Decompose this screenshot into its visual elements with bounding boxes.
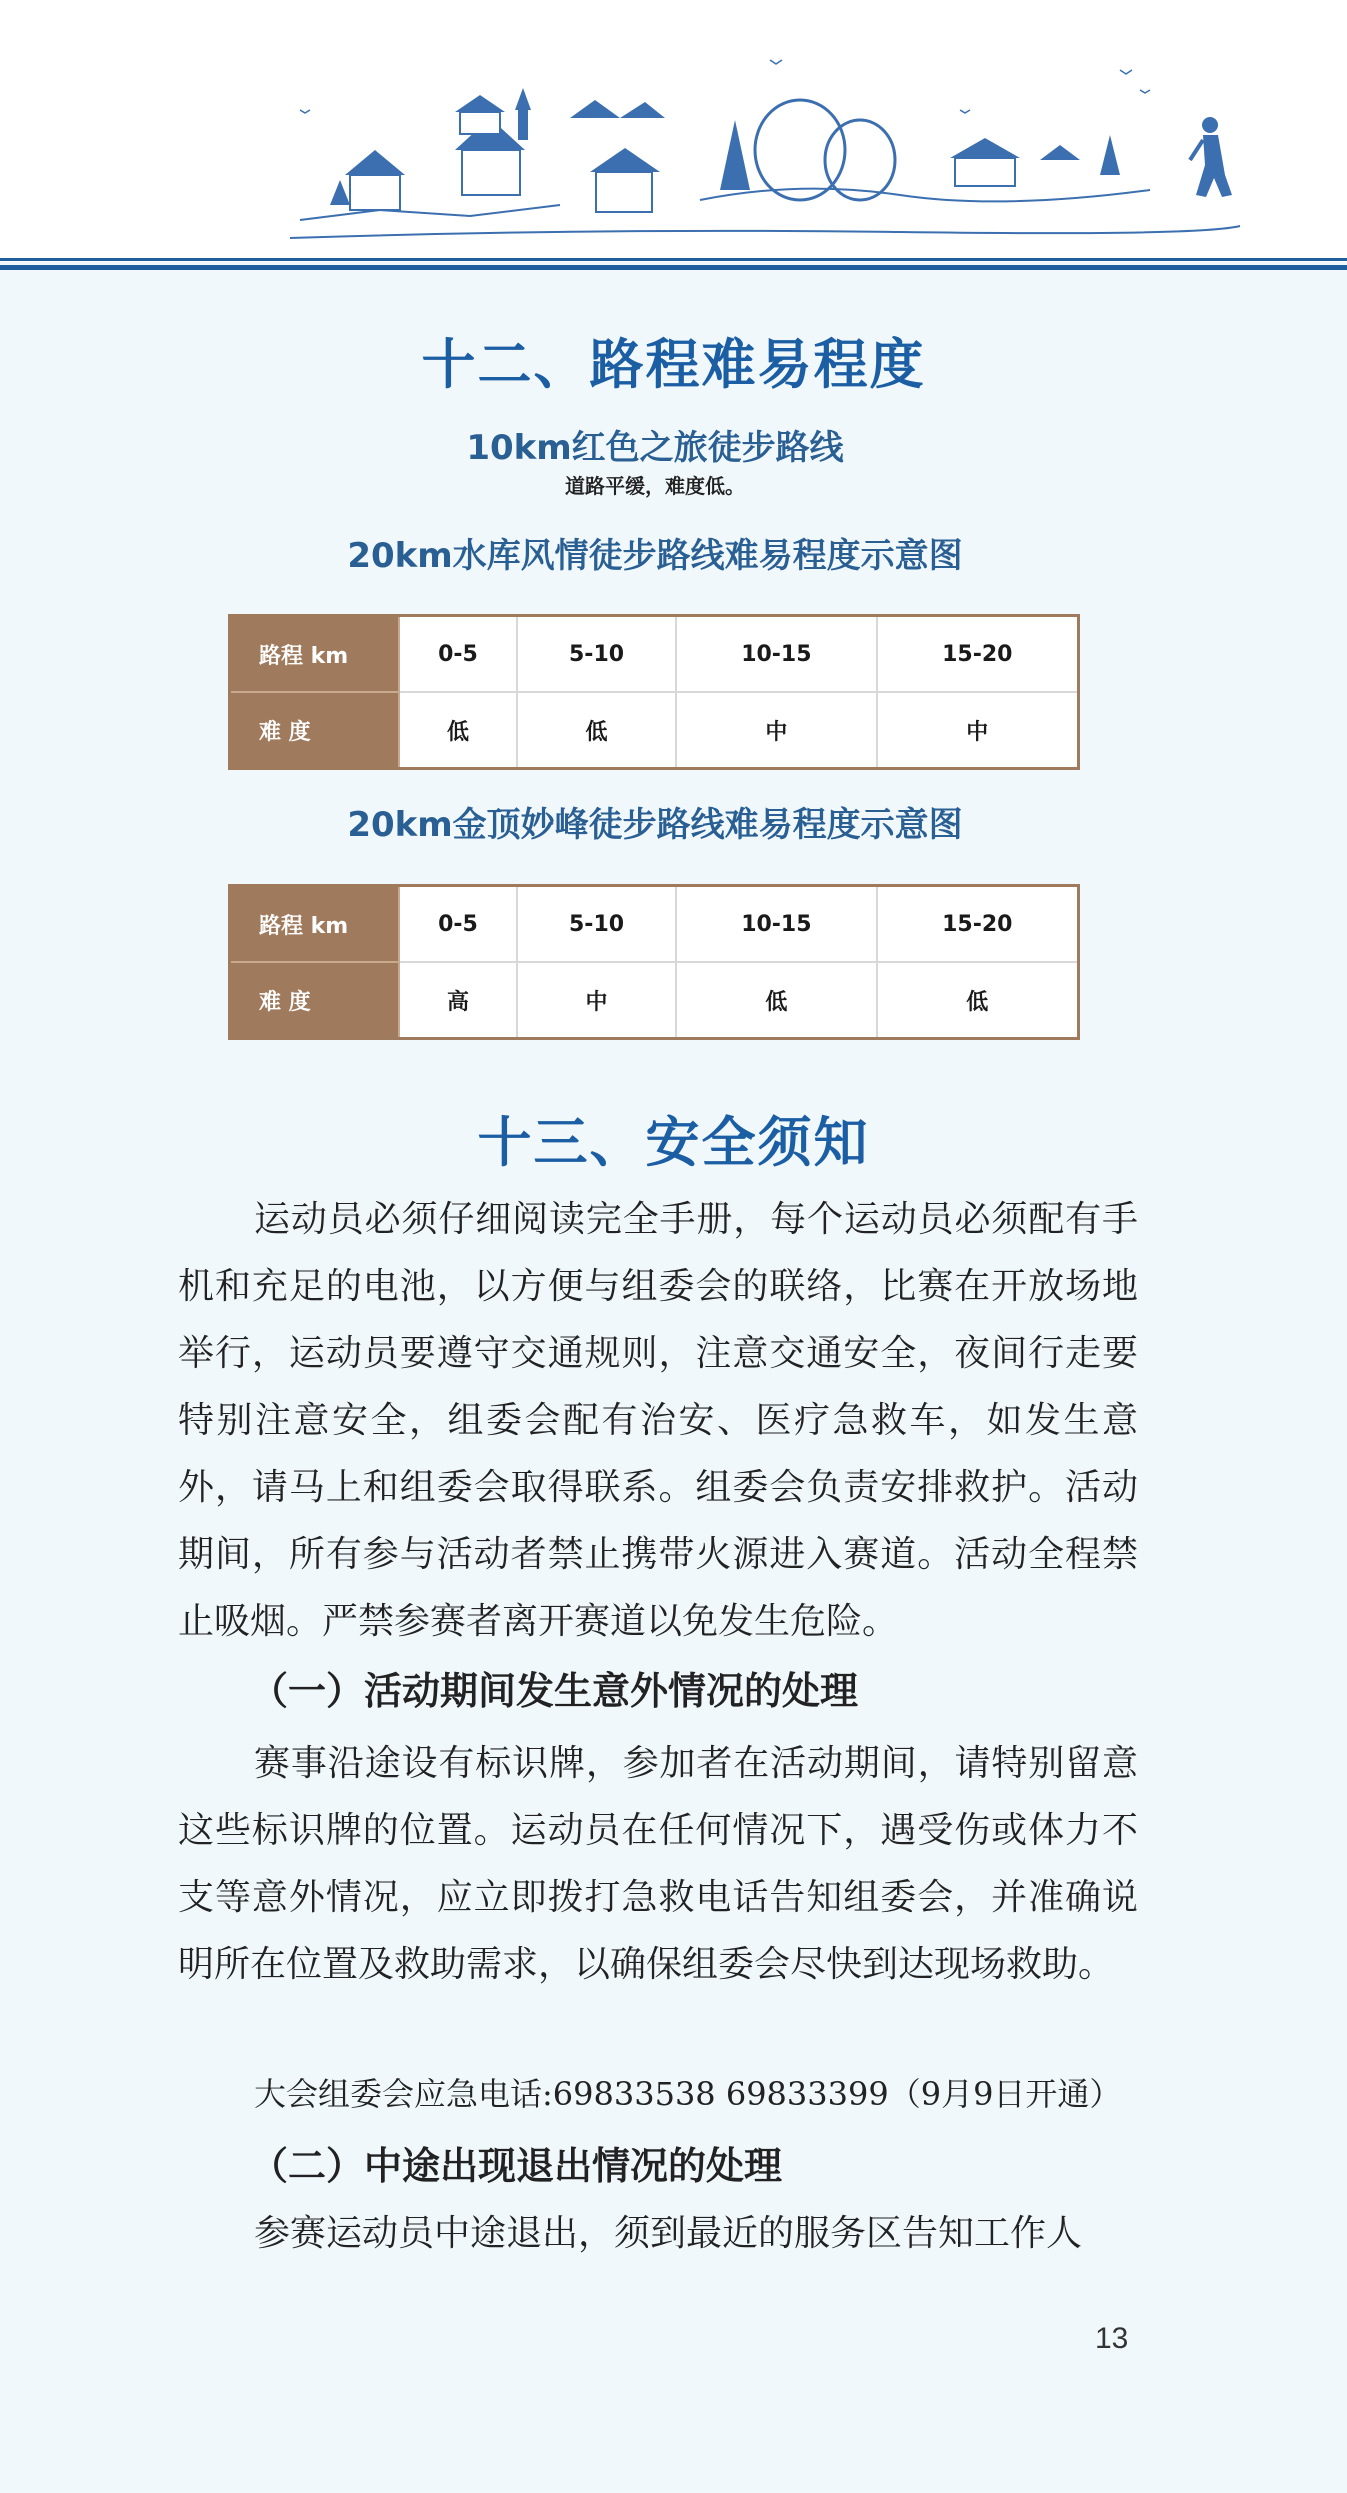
table-row [230,692,1079,769]
distance-cell: 10-15 [676,616,876,693]
table-row [230,962,1079,1039]
accident-paragraph: 赛事沿途设有标识牌，参加者在活动期间，请特别留意这些标识牌的位置。运动员在任何情况下，遇受伤或体力不支等意外情况，应立即拨打急救电话告知组委会，并准确说明所在位置及救助需求，以确保组委会尽快到达现场救助。 [178,1743,1138,1985]
subheading-accident: （一）活动期间发生意外情况的处理 [250,1669,859,1713]
subheading-withdrawal: （二）中途出现退出情况的处理 [250,2144,783,2188]
safety-paragraph: 运动员必须仔细阅读完全手册，每个运动员必须配有手机和充足的电池，以方便与组委会的联络，比赛在开放场地举行，运动员要遵守交通规则，注意交通安全，夜间行走要特别注意安全，组委会配有治安、医疗急救车，如发生意外，请马上和组委会取得联系。组委会负责安排救护。活动期间，所有参与活动者禁止携带火源进入赛道。活动全程禁止吸烟。严禁参赛者离开赛道以免发生危险。 [178,1199,1138,1642]
row-label: 路程 km [230,886,400,963]
section-12-title: 十二、路程难易程度 [421,333,926,396]
distance-cell: 5-10 [517,886,676,963]
header-rule-thick [0,265,1347,270]
page-number: 13 [1095,2322,1129,2355]
village-sketch-icon [0,0,1347,262]
difficulty-cell: 中 [517,962,676,1039]
row-label: 路程 km [230,616,400,693]
distance-cell: 10-15 [676,886,876,963]
distance-cell: 0-5 [399,886,517,963]
route-1-note: 道路平缓，难度低。 [565,474,745,498]
difficulty-cell: 低 [399,692,517,769]
route-3-title: 20km金顶妙峰徒步路线难易程度示意图 [347,805,963,845]
route-2-title: 20km水库风情徒步路线难易程度示意图 [347,536,963,576]
distance-cell: 15-20 [877,616,1079,693]
table-row [230,616,1079,693]
route-2-difficulty-table [228,614,1080,770]
difficulty-cell: 低 [517,692,676,769]
header-rule-thin [0,258,1347,261]
emergency-hotline: 大会组委会应急电话:69833538 69833399（9月9日开通） [254,2075,1122,2113]
row-label: 难 度 [230,962,400,1039]
distance-cell: 5-10 [517,616,676,693]
section-13-title: 十三、安全须知 [477,1111,870,1174]
distance-cell: 15-20 [877,886,1079,963]
withdrawal-paragraph: 参赛运动员中途退出，须到最近的服务区告知工作人 [254,2213,1083,2254]
difficulty-cell: 中 [676,692,876,769]
header-illustration [0,0,1347,262]
difficulty-cell: 中 [877,692,1079,769]
route-3-difficulty-table [228,884,1080,1040]
table-row [230,886,1079,963]
difficulty-cell: 低 [676,962,876,1039]
route-1-title: 10km红色之旅徒步路线 [466,428,844,468]
difficulty-cell: 高 [399,962,517,1039]
row-label: 难 度 [230,692,400,769]
distance-cell: 0-5 [399,616,517,693]
difficulty-cell: 低 [877,962,1079,1039]
